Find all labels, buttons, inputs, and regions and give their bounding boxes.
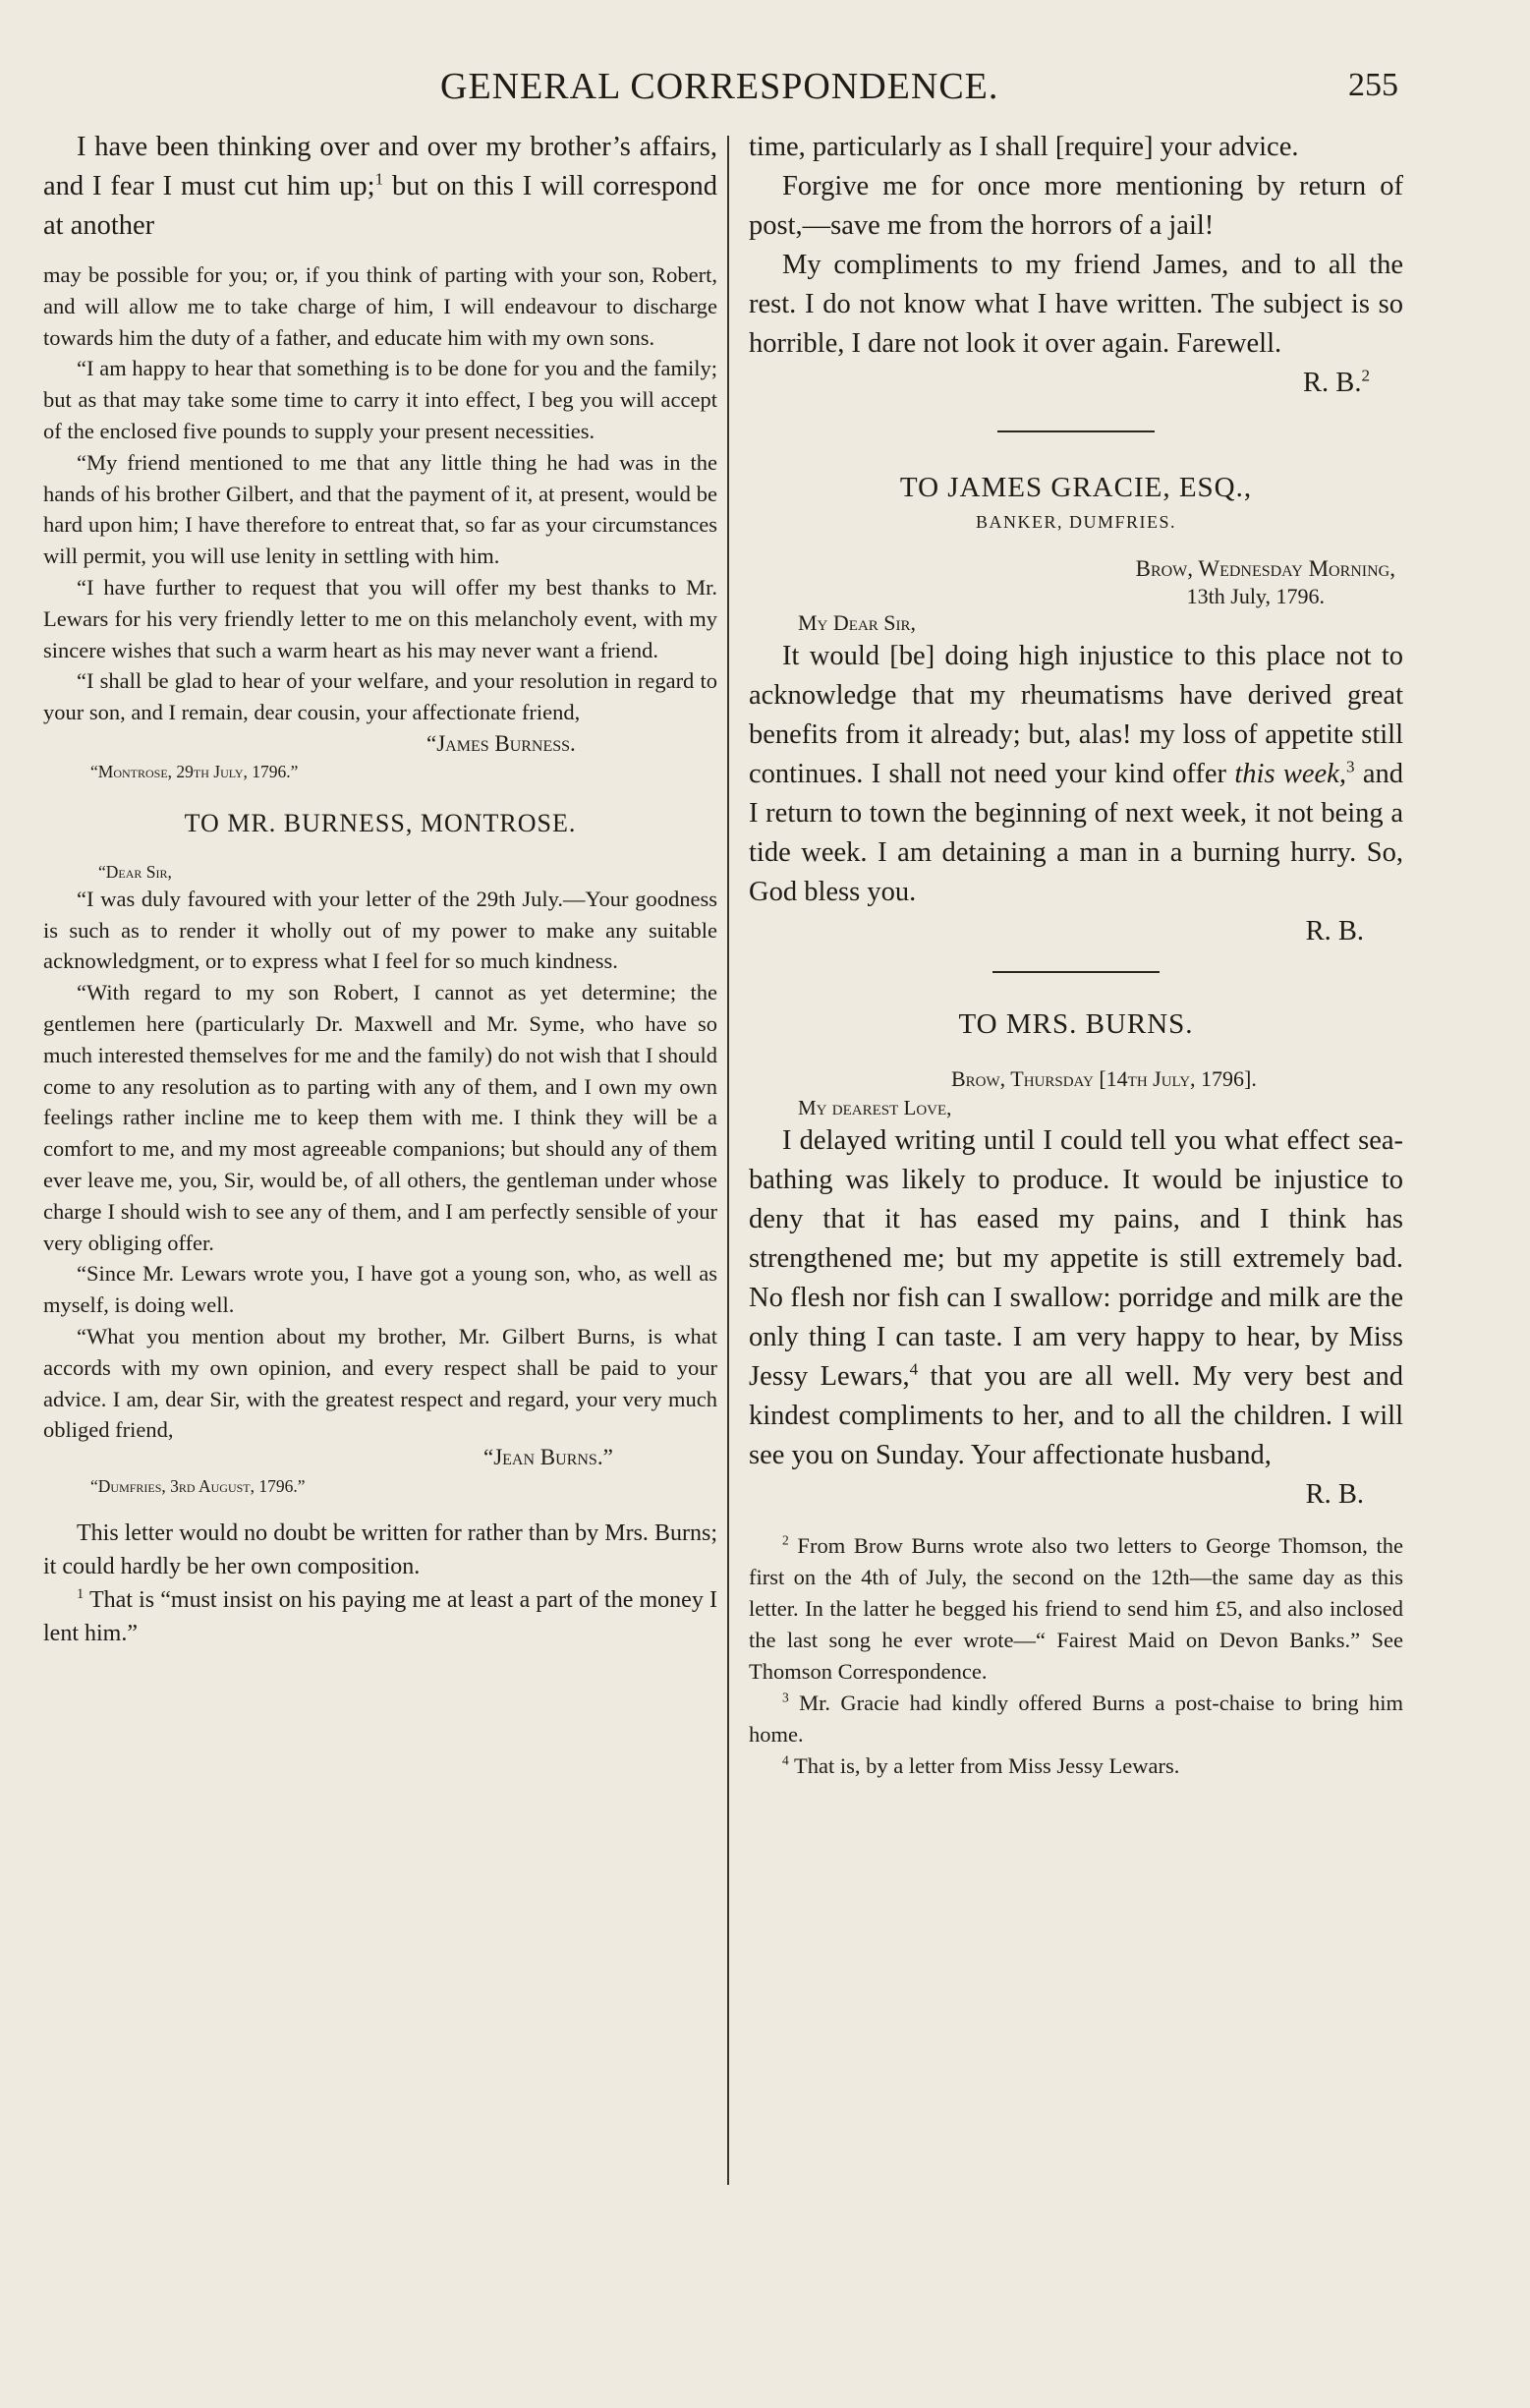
continued-paragraph: Forgive me for once more mentioning by return of post,—save me from the horrors of a jail! xyxy=(749,171,1403,241)
signature-rb: R. B. xyxy=(1305,916,1364,946)
gracie-letter-body: It would [be] doing high injustice to this place not to acknowledge that my rheumatisms have derived great benefits from it already; but, alas! my loss of appetite still continues. I shall not need your kind offer this week,$^3$ and I return to town the beginning of next week, it not being a tide week. I am detaining a man in a burning hurry. So, God bless you. xyxy=(749,641,1404,907)
continued-paragraph: time, particularly as I shall [require] your advice. xyxy=(749,132,1299,162)
footnote-2: $^2$ From Brow Burns wrote also two letters to George Thomson, the first on the 4th of July, the second on the 12th—the same day as this letter. In the latter he begged his friend to send him £5, and also inclosed the last song he ever wrote—“ Fairest Maid on Devon Banks.” See Thomson Correspondence. xyxy=(749,1532,1403,1684)
signature-rb: R. B. xyxy=(1305,1479,1364,1510)
letter-paragraph: “I am happy to hear that something is to be done for you and the family; but as that may take some time to carry it into effect, I beg you will accept of the enclosed five pounds to supply your present necessities. xyxy=(43,356,717,443)
salutation-dear-sir: “Dear Sir, xyxy=(98,861,172,882)
heading-to-mrs-burns: TO MRS. BURNS. xyxy=(958,1008,1194,1040)
right-column xyxy=(749,128,1403,1782)
continued-paragraph: My compliments to my friend James, and to all the rest. I do not know what I have written. The subject is so horrible, I dare not look it over again. Farewell. xyxy=(749,250,1403,359)
dateline-date: 13th July, 1796. xyxy=(1186,584,1325,608)
signature-jean-burns: “Jean Burns.” xyxy=(483,1445,613,1470)
running-title: GENERAL CORRESPONDENCE. xyxy=(440,66,999,107)
salutation-my-dearest-love: My dearest Love, xyxy=(798,1096,952,1119)
column-divider xyxy=(727,136,729,2185)
signature-rb: R. B.$^2$ xyxy=(1303,366,1370,398)
letter-paragraph: “I shall be glad to hear of your welfare, and your resolution in regard to your son, and I remain, dear cousin, your affectionate friend, xyxy=(43,668,717,725)
editor-note: This letter would no doubt be written for rather than by Mrs. Burns; it could hardly be her own composition. xyxy=(43,1519,717,1579)
letter-paragraph: may be possible for you; or, if you think of parting with your son, Robert, and will allow me to take charge of him, I will endeavour to discharge towards him the duty of a father, and educate him with my own sons. xyxy=(43,262,717,350)
subheading-banker: BANKER, DUMFRIES. xyxy=(975,512,1177,532)
letter-paragraph: “I was duly favoured with your letter of the 29th July.—Your goodness is such as to render it wholly out of my power to make any suitable acknowledgment, or to express what I feel for so much kindness. xyxy=(43,886,717,974)
footnote-1: $^1$ That is “must insist on his paying me at least a part of the money I lent him.” xyxy=(43,1585,717,1646)
letter-paragraph: “My friend mentioned to me that any little thing he had was in the hands of his brother Gilbert, and that the payment of it, at present, would be hard upon him; I have therefore to entreat that, so far as your circumstances will permit, you will use lenity in settling with him. xyxy=(43,449,717,569)
dateline-brow-wednesday: Brow, Wednesday Morning, xyxy=(1135,556,1395,581)
dateline-dumfries: “Dumfries, 3rd August, 1796.” xyxy=(90,1475,306,1496)
intro-paragraph: I have been thinking over and over my brother’s affairs, and I fear I must cut him up;$^1$ but on this I will correspond at another xyxy=(43,132,718,241)
footnote-ref-1: 1 xyxy=(374,169,384,189)
footnote-3: $^3$ Mr. Gracie had kindly offered Burns a post-chaise to bring him home. xyxy=(749,1690,1403,1747)
mrs-burns-letter-body: I delayed writing until I could tell you what effect sea-bathing was likely to produce. It would be injustice to deny that it has eased my pains, and I think has strengthened me; but my appetite is still extremely bad. No flesh nor fish can I swallow: porridge and milk are the only thing I can taste. I am very happy to hear, by Miss Jessy Lewars,$^4$ that you are all well. My very best and kindest compliments to her, and to all the children. I will see you on Sunday. Your affectionate husband, xyxy=(749,1125,1403,1470)
letter-paragraph: “I have further to request that you will offer my best thanks to Mr. Lewars for his very friendly letter to me on this melancholy event, with my sincere wishes that such a warm heart as his may never want a friend. xyxy=(43,574,717,662)
dateline-montrose: “Montrose, 29th July, 1796.” xyxy=(90,761,299,781)
signature-james-burness: “James Burness. xyxy=(426,730,576,756)
footnote-4: $^4$ That is, by a letter from Miss Jessy Lewars. xyxy=(782,1752,1180,1778)
page-number: 255 xyxy=(1348,67,1398,103)
letter-paragraph: “Since Mr. Lewars wrote you, I have got a young son, who, as well as myself, is doing well. xyxy=(43,1261,717,1318)
letter-paragraph: “What you mention about my brother, Mr. Gilbert Burns, is what accords with my own opinion, and every respect shall be paid to your advice. I am, dear Sir, with the greatest respect and regard, your very much obliged friend, xyxy=(43,1323,717,1443)
page-header xyxy=(0,65,1530,114)
salutation-my-dear-sir: My Dear Sir, xyxy=(798,610,917,635)
heading-to-james-gracie: TO JAMES GRACIE, ESQ., xyxy=(899,472,1253,503)
left-column xyxy=(43,128,717,1650)
heading-to-mr-burness: TO MR. BURNESS, MONTROSE. xyxy=(184,808,577,837)
letter-paragraph: “With regard to my son Robert, I cannot as yet determine; the gentlemen here (particularly Dr. Maxwell and Mr. Syme, who have so much interested themselves for me and the family) do not wish that I should come to any resolution as to parting with any of them, and I own my own feelings rather incline me to keep them with me. I think they will be a comfort to me, and my most agreeable companions; but should any of them ever leave me, you, Sir, would be, of all others, the gentleman under whose charge I should wish to see any of them, and I am perfectly sensible of your very obliging offer. xyxy=(43,980,717,1255)
dateline-brow-thursday: Brow, Thursday [14th July, 1796]. xyxy=(951,1066,1257,1091)
